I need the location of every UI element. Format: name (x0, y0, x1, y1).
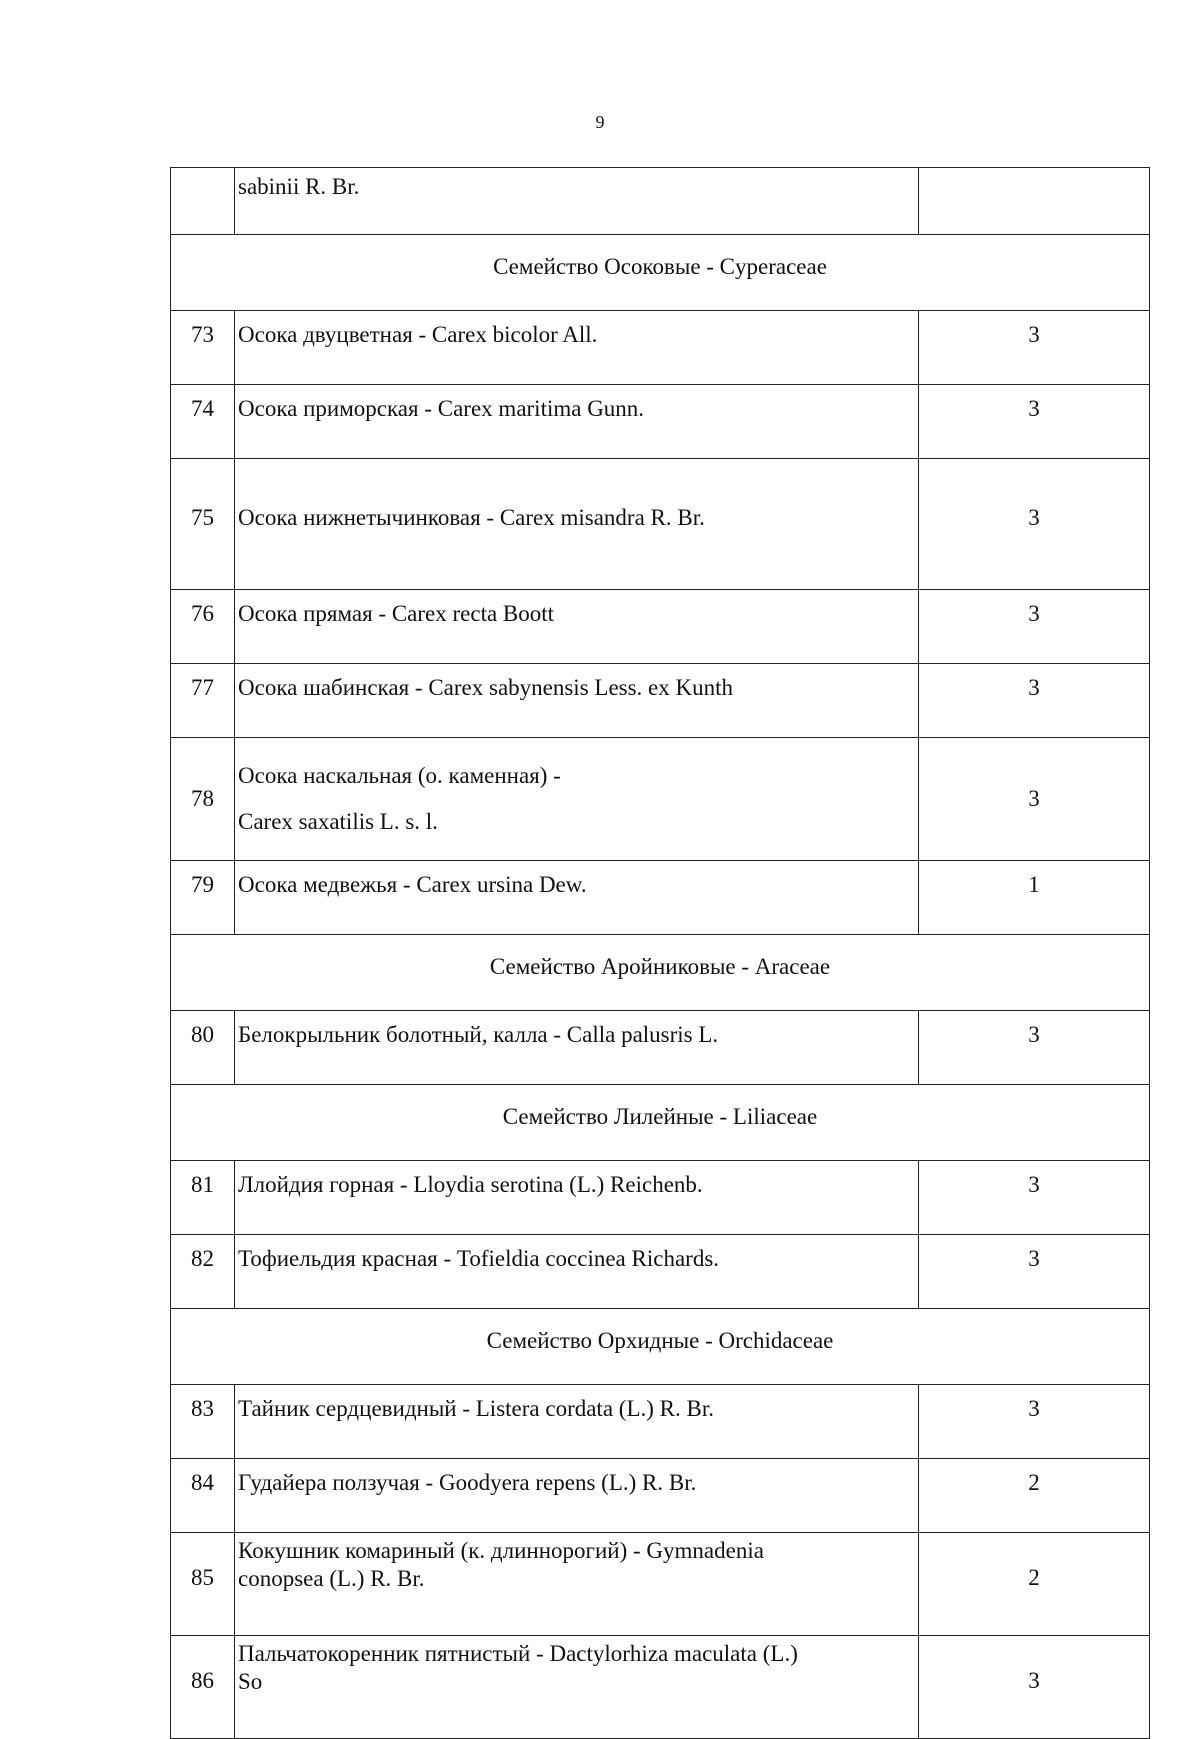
species-name-line: So (238, 1668, 263, 1694)
table-row (171, 861, 1150, 935)
category-value: 2 (919, 1459, 1150, 1533)
family-heading: Семейство Орхидные - Orchidaceae (171, 1309, 1150, 1385)
species-table (170, 167, 1150, 1739)
category-value: 3 (919, 738, 1150, 861)
table-row (171, 311, 1150, 385)
family-row (171, 1309, 1150, 1385)
table-row (171, 590, 1150, 664)
table-row (171, 738, 1150, 861)
row-number: 76 (171, 590, 235, 664)
species-name (235, 738, 919, 861)
table-row (171, 664, 1150, 738)
row-number: 83 (171, 1385, 235, 1459)
species-name: Осока прямая - Carex recta Boott (235, 590, 919, 664)
species-name: Осока медвежья - Carex ursina Dew. (235, 861, 919, 935)
table-row (171, 1011, 1150, 1085)
family-row (171, 1085, 1150, 1161)
category-value: 3 (919, 385, 1150, 459)
page-number: 9 (595, 112, 605, 132)
category-value (919, 168, 1150, 235)
family-heading: Семейство Осоковые - Cyperaceae (171, 235, 1150, 311)
species-name-line: Пальчатокоренник пятнистый - Dactylorhiza maculata (L.) (238, 1641, 798, 1666)
species-name (235, 1533, 919, 1636)
species-name: Осока приморская - Carex maritima Gunn. (235, 385, 919, 459)
row-number: 81 (171, 1161, 235, 1235)
row-number: 86 (171, 1636, 235, 1739)
category-value: 2 (919, 1533, 1150, 1636)
species-name: Тофиельдия красная - Tofieldia coccinea Richards. (235, 1235, 919, 1309)
row-number: 75 (171, 459, 235, 590)
category-value: 1 (919, 861, 1150, 935)
category-value: 3 (919, 590, 1150, 664)
family-row (171, 235, 1150, 311)
species-name: Гудайера ползучая - Goodyera repens (L.) R. Br. (235, 1459, 919, 1533)
species-name: Осока двуцветная - Carex bicolor All. (235, 311, 919, 385)
row-number: 84 (171, 1459, 235, 1533)
row-number: 80 (171, 1011, 235, 1085)
table-row (171, 1235, 1150, 1309)
species-name-line: conopsea (L.) R. Br. (238, 1565, 425, 1591)
row-number: 74 (171, 385, 235, 459)
table-row (171, 1533, 1150, 1636)
species-name (235, 1636, 919, 1739)
species-name: Осока нижнетычинковая - Carex misandra R. Br. (235, 459, 919, 590)
species-name-line: Кокушник комариный (к. длиннорогий) - Gymnadenia (238, 1538, 764, 1563)
species-name-line: Carex saxatilis L. s. l. (238, 809, 438, 834)
category-value: 3 (919, 311, 1150, 385)
species-name: Ллойдия горная - Lloydia serotina (L.) Reichenb. (235, 1161, 919, 1235)
row-number: 79 (171, 861, 235, 935)
family-heading: Семейство Аройниковые - Araceae (171, 935, 1150, 1011)
family-heading: Семейство Лилейные - Liliaceae (171, 1085, 1150, 1161)
category-value: 3 (919, 664, 1150, 738)
table-row (171, 1459, 1150, 1533)
row-number (171, 168, 235, 235)
row-number: 77 (171, 664, 235, 738)
row-number: 78 (171, 738, 235, 861)
species-name: Осока шабинская - Carex sabynensis Less. ex Kunth (235, 664, 919, 738)
line-spacer (238, 790, 912, 808)
species-name-line: Осока наскальная (о. каменная) - (238, 762, 561, 788)
category-value: 3 (919, 1385, 1150, 1459)
category-value: 3 (919, 1161, 1150, 1235)
family-row (171, 935, 1150, 1011)
table-row (171, 459, 1150, 590)
category-value: 3 (919, 1235, 1150, 1309)
row-number: 73 (171, 311, 235, 385)
category-value: 3 (919, 1011, 1150, 1085)
species-name: Тайник сердцевидный - Listera cordata (L.) R. Br. (235, 1385, 919, 1459)
species-name: Белокрыльник болотный, калла - Calla palusris L. (235, 1011, 919, 1085)
table-row (171, 1636, 1150, 1739)
table-row (171, 385, 1150, 459)
table-row (171, 168, 1150, 235)
species-name: sabinii R. Br. (235, 168, 919, 235)
category-value: 3 (919, 459, 1150, 590)
row-number: 85 (171, 1533, 235, 1636)
category-value: 3 (919, 1636, 1150, 1739)
row-number: 82 (171, 1235, 235, 1309)
table-row (171, 1161, 1150, 1235)
table-row (171, 1385, 1150, 1459)
